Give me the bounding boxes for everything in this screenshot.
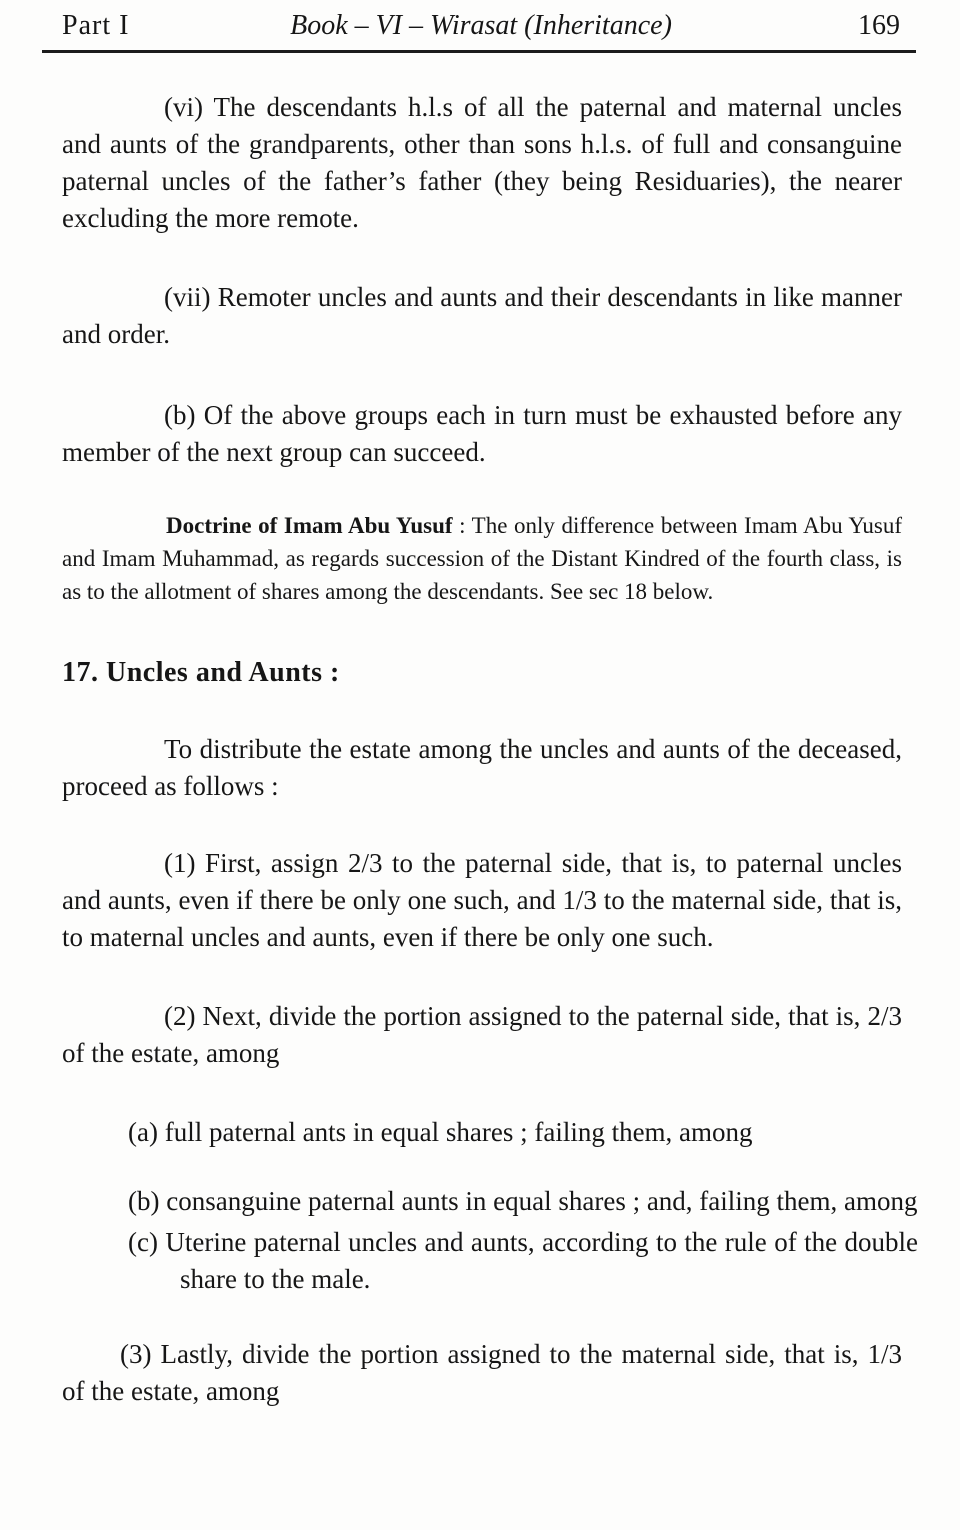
book-title: Book – VI – Wirasat (Inheritance) bbox=[290, 10, 672, 41]
list-item-c: (c) Uterine paternal uncles and aunts, according to the rule of the double share to the male. bbox=[128, 1227, 918, 1294]
paragraph-vii: (vii) Remoter uncles and aunts and their descendants in like manner and order. bbox=[62, 282, 902, 349]
page-number: 169 bbox=[858, 10, 900, 41]
paragraph-3: (3) Lastly, divide the portion assigned to the maternal side, that is, 1/3 of the estate, among bbox=[62, 1339, 902, 1406]
part-label: Part I bbox=[62, 10, 130, 41]
paragraph-vi: (vi) The descendants h.l.s of all the paternal and maternal uncles and aunts of the grandparents, other than sons h.l.s. of full and consanguine paternal uncles of the father’s father (they being Residuaries), the nearer excluding the more remote. bbox=[62, 92, 902, 233]
paragraph-b: (b) Of the above groups each in turn must be exhausted before any member of the next group can succeed. bbox=[62, 400, 902, 467]
paragraph-2: (2) Next, divide the portion assigned to the paternal side, that is, 2/3 of the estate, among bbox=[62, 1001, 902, 1068]
section-heading-17: 17. Uncles and Aunts : bbox=[62, 657, 340, 688]
paragraph-1: (1) First, assign 2/3 to the paternal side, that is, to paternal uncles and aunts, even if there be only one such, and 1/3 to the maternal side, that is, to maternal uncles and aunts, even if there be only one such. bbox=[62, 848, 902, 952]
doctrine-text: : The only difference between Imam Abu Yusuf and Imam Muhammad, as regards succession of the Distant Kindred of the fourth class, is as to the allotment of shares among the descendants. See sec 18 below. bbox=[62, 513, 902, 604]
header-rule bbox=[42, 50, 916, 53]
page-header bbox=[62, 6, 902, 50]
doctrine-lead: Doctrine of Imam Abu Yusuf bbox=[166, 513, 453, 538]
paragraph-intro: To distribute the estate among the uncles and aunts of the deceased, proceed as follows : bbox=[62, 734, 902, 801]
list-item-a: (a) full paternal ants in equal shares ; failing them, among bbox=[128, 1117, 753, 1147]
list-item-b: (b) consanguine paternal aunts in equal shares ; and, failing them, among bbox=[128, 1186, 918, 1216]
doctrine-paragraph bbox=[62, 509, 902, 608]
